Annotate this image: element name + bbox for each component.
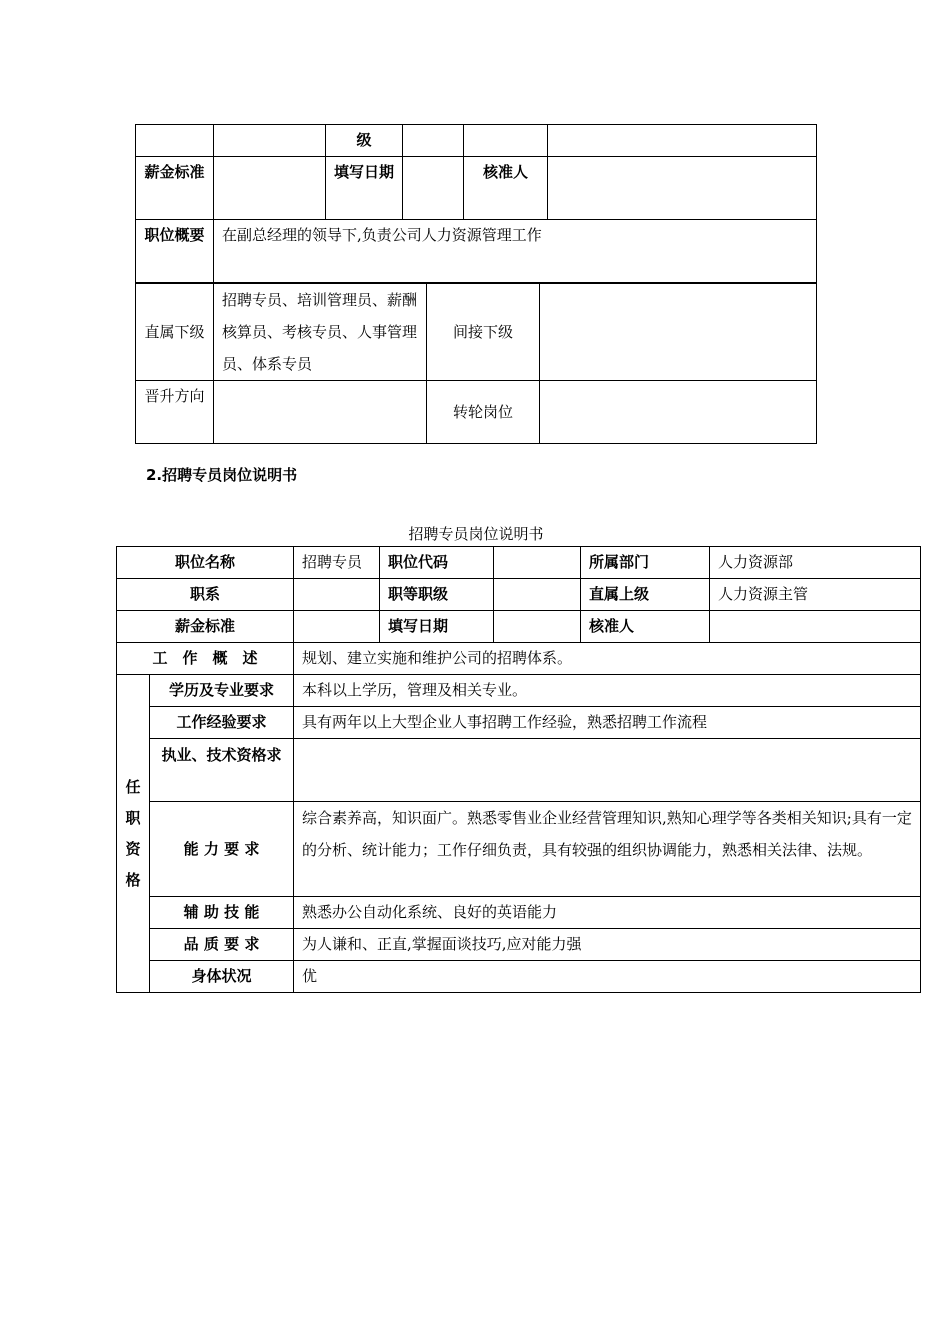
grade-value <box>494 579 581 611</box>
experience-value: 具有两年以上大型企业人事招聘工作经验，熟悉招聘工作流程 <box>294 707 921 739</box>
health-value: 优 <box>294 961 921 993</box>
approver-value <box>548 157 817 220</box>
position-code-label: 职位代码 <box>380 547 494 579</box>
overview-label: 工 作 概 述 <box>117 643 294 675</box>
salary-value <box>214 157 326 220</box>
qualification-char: 职 <box>125 808 141 827</box>
rotation-label: 转轮岗位 <box>427 381 540 444</box>
salary-value <box>294 611 380 643</box>
date-label: 填写日期 <box>326 157 403 220</box>
position-name-value: 招聘专员 <box>294 547 380 579</box>
grade-label: 职等职级 <box>380 579 494 611</box>
position-code-value <box>494 547 581 579</box>
date-value <box>403 157 464 220</box>
department-value: 人力资源部 <box>710 547 921 579</box>
qualification-char: 格 <box>125 870 141 889</box>
direct-subordinate-label: 直属下级 <box>136 284 214 381</box>
cell <box>464 125 548 157</box>
cell <box>214 125 326 157</box>
approver-label: 核准人 <box>464 157 548 220</box>
qualification-char: 资 <box>125 839 141 858</box>
salary-label: 薪金标准 <box>117 611 294 643</box>
summary-label: 职位概要 <box>136 220 214 283</box>
superior-label: 直属上级 <box>581 579 710 611</box>
department-label: 所属部门 <box>581 547 710 579</box>
quality-label: 品 质 要 求 <box>150 929 294 961</box>
certification-label: 执业、技术资格求 <box>150 739 294 802</box>
section-heading: 2.招聘专员岗位说明书 <box>146 466 298 484</box>
rotation-value <box>540 381 817 444</box>
salary-label: 薪金标准 <box>136 157 214 220</box>
date-value <box>494 611 581 643</box>
cell <box>403 125 464 157</box>
direct-subordinate-value: 招聘专员、培训管理员、薪酬核算员、考核专员、人事管理员、体系专员 <box>214 284 427 381</box>
qualification-label <box>117 675 150 993</box>
series-label: 职系 <box>117 579 294 611</box>
table-caption: 招聘专员岗位说明书 <box>408 525 544 543</box>
health-label: 身体状况 <box>150 961 294 993</box>
aux-skill-label: 辅 助 技 能 <box>150 897 294 929</box>
date-label: 填写日期 <box>380 611 494 643</box>
superior-value: 人力资源主管 <box>710 579 921 611</box>
promotion-value <box>214 381 427 444</box>
ability-label: 能 力 要 求 <box>150 802 294 897</box>
position-name-label: 职位名称 <box>117 547 294 579</box>
overview-value: 规划、建立实施和维护公司的招聘体系。 <box>294 643 921 675</box>
cell <box>136 125 214 157</box>
qualification-char: 任 <box>125 777 141 796</box>
series-value <box>294 579 380 611</box>
approver-label: 核准人 <box>581 611 710 643</box>
ability-value: 综合素养高，知识面广。熟悉零售业企业经营管理知识,熟知心理学等各类相关知识;具有一定的分析、统计能力；工作仔细负责，具有较强的组织协调能力，熟悉相关法律、法规。 <box>294 802 921 897</box>
indirect-subordinate-value <box>540 284 817 381</box>
indirect-subordinate-label: 间接下级 <box>427 284 540 381</box>
experience-label: 工作经验要求 <box>150 707 294 739</box>
grade-label-tail: 级 <box>326 125 403 157</box>
position-table-1 <box>135 124 817 283</box>
education-value: 本科以上学历，管理及相关专业。 <box>294 675 921 707</box>
education-label: 学历及专业要求 <box>150 675 294 707</box>
certification-value <box>294 739 921 802</box>
cell <box>548 125 817 157</box>
promotion-label: 晋升方向 <box>136 381 214 444</box>
position-table-1-lower <box>135 283 817 444</box>
quality-value: 为人谦和、正直,掌握面谈技巧,应对能力强 <box>294 929 921 961</box>
aux-skill-value: 熟悉办公自动化系统、良好的英语能力 <box>294 897 921 929</box>
approver-value <box>710 611 921 643</box>
summary-value: 在副总经理的领导下,负责公司人力资源管理工作 <box>214 220 817 283</box>
recruiter-position-table <box>116 546 921 993</box>
